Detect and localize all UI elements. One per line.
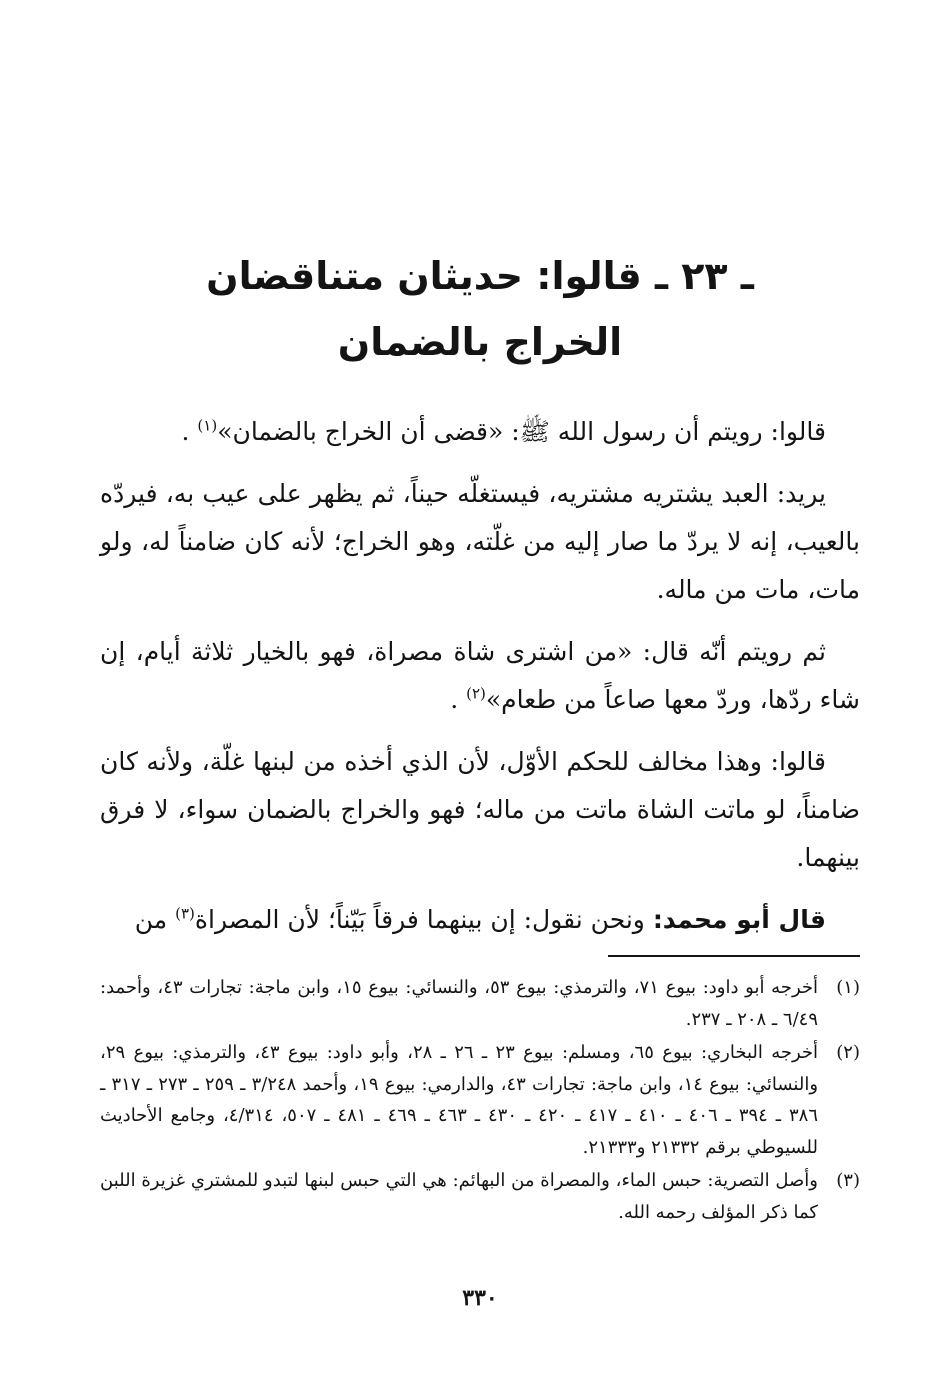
paragraph-text: ثم رويتم أنّه قال: «من اشترى شاة مصراة، فهو بالخيار ثلاثة أيام، إن شاء ردّها، وردّ معها صاعاً من طعام» (100, 637, 860, 714)
chapter-title: ـ ٢٣ ـ قالوا: حديثان متناقضان (206, 254, 754, 298)
footnote-separator (608, 955, 860, 957)
footnote-ref: (١) (197, 416, 218, 435)
paragraph-text: قالوا: وهذا مخالف للحكم الأوّل، لأن الذي أخذه من لبنها غلّة، ولأنه كان ضامناً، لو ماتت الشاة ماتت من ماله؛ فهو والخراج بالضمان سواء، لا فرق بينهما. (100, 747, 860, 872)
paragraph-text: ونحن نقول: إن بينهما فرقاً بَيّناً؛ لأن المصراة (194, 905, 653, 934)
footnote-text: أخرجه البخاري: بيوع ٦٥، ومسلم: بيوع ٢٣ ـ ٢٦ ـ ٢٨، وأبو داود: بيوع ٤٣، والترمذي: بيوع ٢٩، والنسائي: بيوع ١٤، وابن ماجة: تجارات ٤٣، والدارمي: بيوع ١٩، وأحمد ٣/٢٤٨ ـ ٢٥٩ ـ ٢٧٣ ـ ٣١٧ ـ ٣٨٦ ـ ٣٩٤ ـ ٤٠٦ ـ ٤١٠ ـ ٤١٧ ـ ٤٢٠ ـ ٤٣٠ ـ ٤٦٣ ـ ٤٦٩ ـ ٤٨١ ـ ٥٠٧، ٤/٣١٤، وجامع الأحاديث للسيوطي برقم ٢١٣٣٢ و٢١٣٣٣. (100, 1042, 819, 1158)
paragraph-tail: . (450, 685, 467, 714)
paragraph-tail: من (134, 905, 176, 934)
paragraph (100, 408, 860, 456)
main-text (100, 408, 860, 958)
paragraph (100, 470, 860, 614)
paragraph (100, 738, 860, 882)
footnote-ref: (٣) (175, 904, 195, 923)
chapter-subtitle: الخراج بالضمان (337, 320, 623, 364)
footnote-item (100, 1165, 860, 1228)
paragraph (100, 628, 860, 724)
footnotes (100, 972, 860, 1230)
footnote-number: (٢) (836, 1042, 860, 1063)
footnote-ref: (٢) (466, 684, 486, 703)
footnote-item (100, 1037, 860, 1163)
footnote-text: وأصل التصرية: حبس الماء، والمصراة من البهائم: هي التي حبس لبنها لتبدو للمشتري غزيرة اللبن كما ذكر المؤلف رحمه الله. (100, 1170, 818, 1223)
footnote-text: أخرجه أبو داود: بيوع ٧١، والترمذي: بيوع ٥٣، والنسائي: بيوع ١٥، وابن ماجة: تجارات ٤٣، وأحمد: ٦/٤٩ ـ ٢٠٨ ـ ٢٣٧. (100, 977, 818, 1030)
paragraph-text: قالوا: رويتم أن رسول الله ﷺ: «قضى أن الخراج بالضمان» (217, 417, 826, 446)
paragraph-tail: . (181, 417, 198, 446)
paragraph-text: يريد: العبد يشتريه مشتريه، فيستغلّه حيناً، ثم يظهر على عيب به، فيردّه بالعيب، إنه لا يردّ ما صار إليه من غلّته، وهو الخراج؛ لأنه كان ضامناً له، ولو مات، مات من ماله. (100, 479, 860, 604)
page-number: ٣٣٠ (462, 1285, 498, 1311)
speaker-label: قال أبو محمد: (652, 905, 826, 934)
paragraph (100, 896, 860, 944)
footnote-number: (١) (836, 977, 860, 998)
footnote-number: (٣) (836, 1170, 860, 1191)
chapter-heading (100, 243, 860, 375)
footnote-item (100, 972, 860, 1035)
